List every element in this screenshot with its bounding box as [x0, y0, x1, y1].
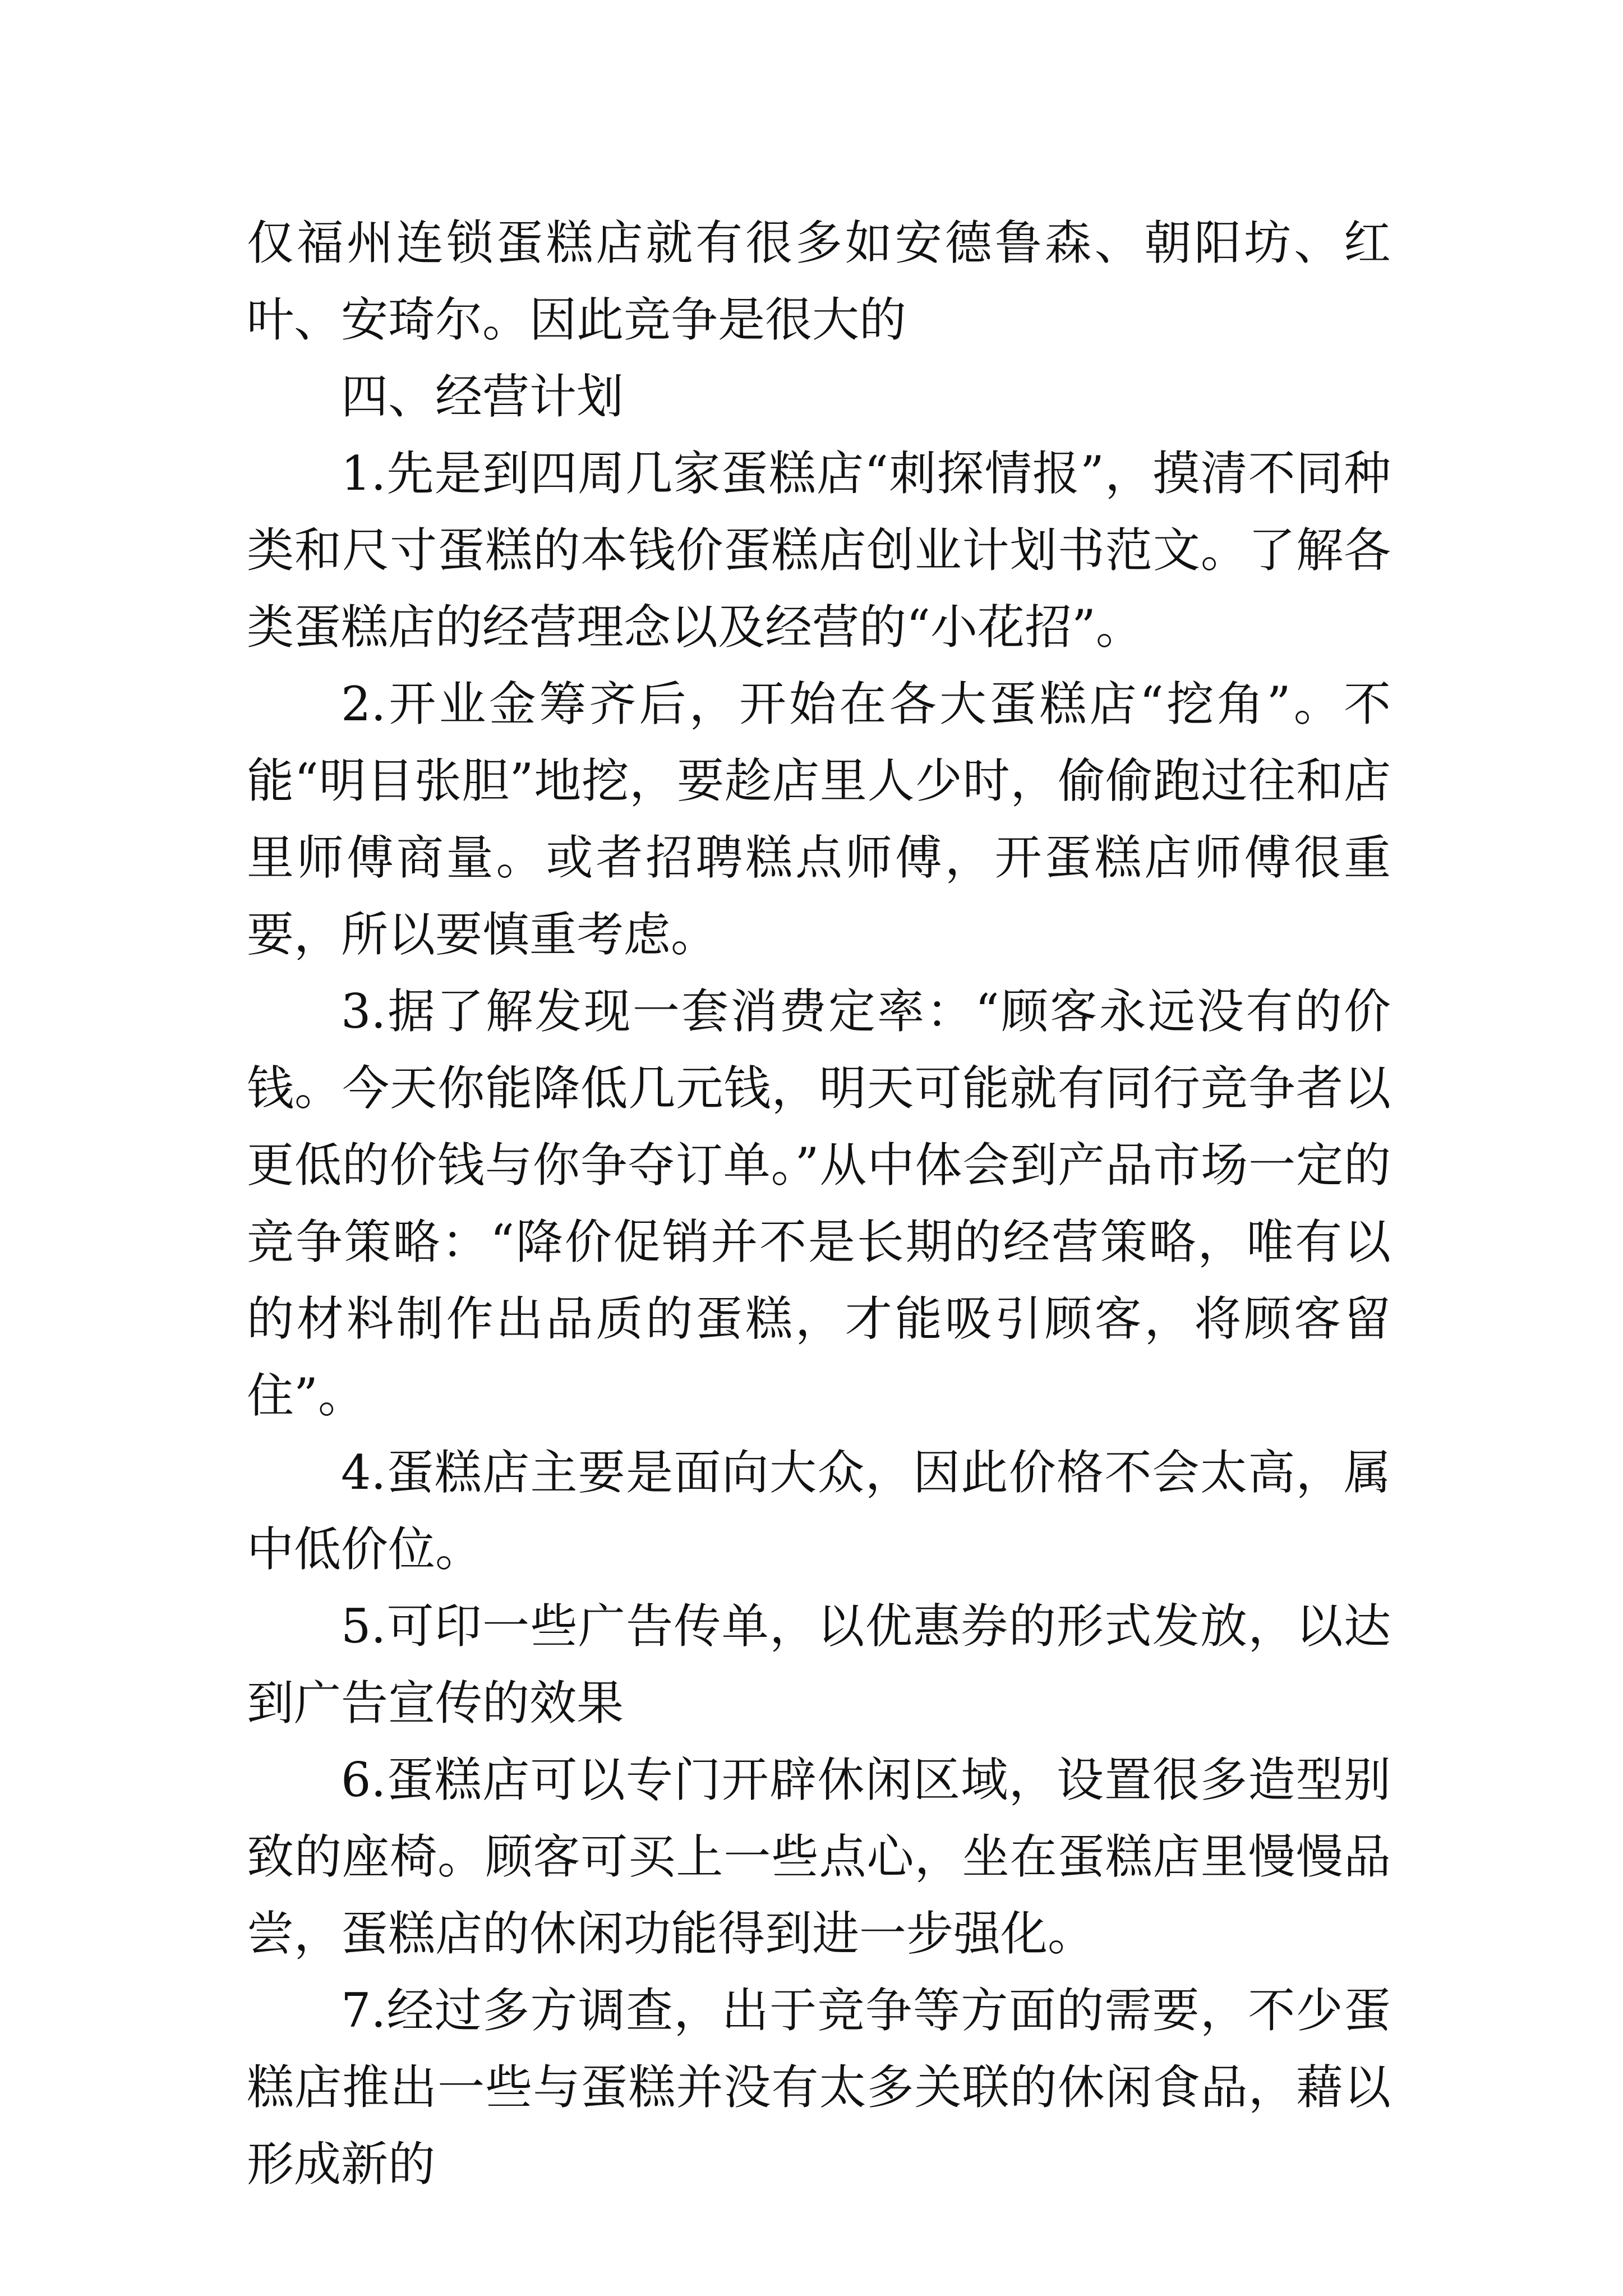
section-heading: 四、经营计划	[341, 369, 624, 424]
paragraph-item-1: 1.先是到四周几家蛋糕店“刺探情报”，摸清不同种类和尺寸蛋糕的本钱价蛋糕店创业计划书范文。了解各类蛋糕店的经营理念以及经营的“小花招”。	[247, 446, 1391, 655]
paragraph-item-5: 5.可印一些广告传单，以优惠券的形式发放，以达到广告宣传的效果	[247, 1599, 1391, 1731]
paragraph-item-6: 6.蛋糕店可以专门开辟休闲区域，设置很多造型别致的座椅。顾客可买上一些点心，坐在蛋糕店里慢慢品尝，蛋糕店的休闲功能得到进一步强化。	[247, 1752, 1391, 1961]
paragraph-item-7: 7.经过多方调查，出于竞争等方面的需要，不少蛋糕店推出一些与蛋糕并没有太多关联的休闲食品，藉以形成新的	[247, 1983, 1391, 2192]
document-page	[247, 205, 1391, 2203]
paragraph-item-4: 4.蛋糕店主要是面向大众，因此价格不会太高，属中低价位。	[247, 1445, 1391, 1577]
paragraph-item-2: 2.开业金筹齐后，开始在各大蛋糕店“挖角”。不能“明目张胆”地挖，要趁店里人少时，偷偷跑过往和店里师傅商量。或者招聘糕点师傅，开蛋糕店师傅很重要，所以要慎重考虑。	[247, 677, 1391, 962]
paragraph-intro: 仅福州连锁蛋糕店就有很多如安德鲁森、朝阳坊、红叶、安琦尔。因此竞争是很大的	[247, 215, 1391, 347]
paragraph-item-3: 3.据了解发现一套消费定率：“顾客永远没有的价钱。今天你能降低几元钱，明天可能就有同行竞争者以更低的价钱与你争夺订单。”从中体会到产品市场一定的竞争策略：“降价促销并不是长期的经营策略，唯有以的材料制作出品质的蛋糕，才能吸引顾客，将顾客留住”。	[247, 984, 1391, 1423]
